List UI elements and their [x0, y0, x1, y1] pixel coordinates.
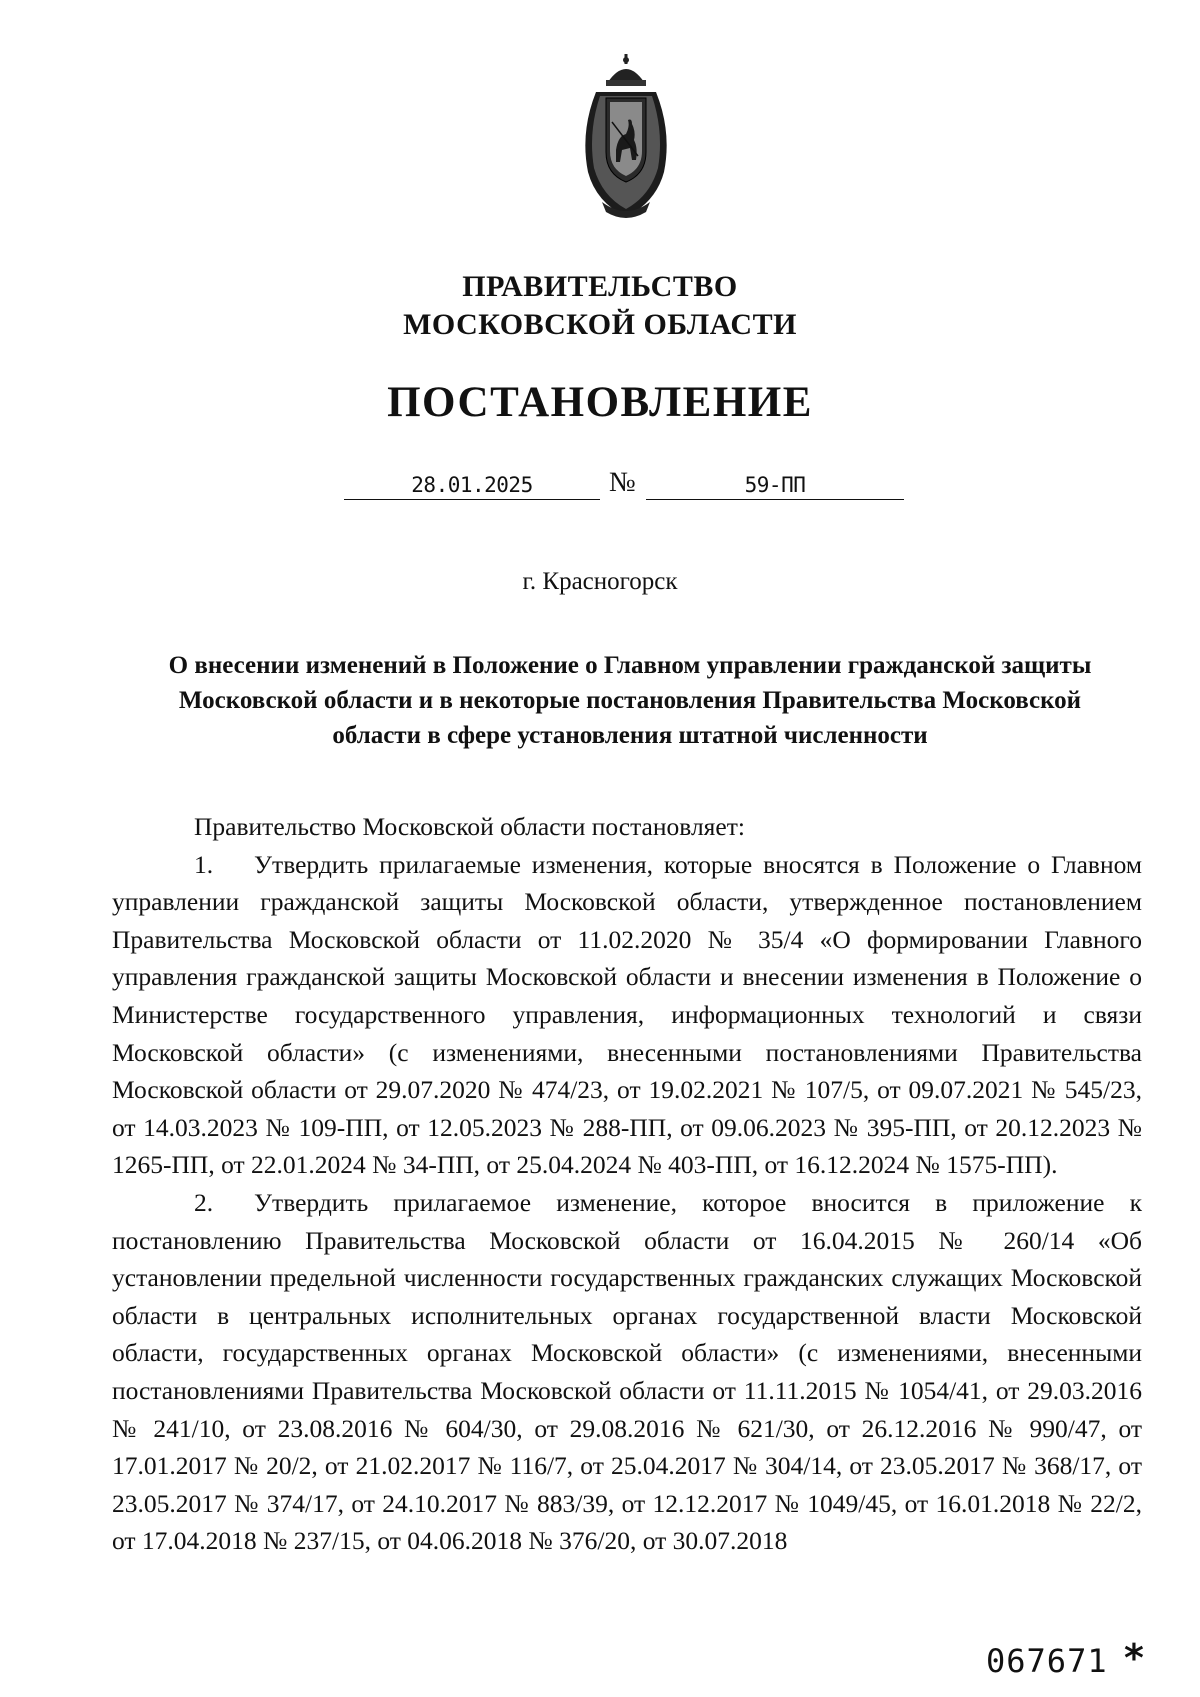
- document-date: 28.01.2025: [344, 469, 600, 500]
- coat-of-arms-icon: [566, 52, 686, 222]
- place-of-issue: г. Красногорск: [522, 568, 678, 595]
- item-text: Утвердить прилагаемое изменение, которое вносится в приложение к постановлению Правительства Московской области от 16.04.2015 № 260/14 «Об установлении предельной численности государственных гражданских служащих Московской области в центральных исполнительных органах государственной власти Московской области, государственных органах Московской области» (с изменениями, внесенными постановлениями Правительства Московской области от 11.11.2015 № 1054/41, от 29.03.2016 № 241/10, от 23.08.2016 № 604/30, от 29.08.2016 № 621/30, от 26.12.2016 № 990/47, от 17.01.2017 № 20/2, от 21.02.2017 № 116/7, от 25.04.2017 № 304/14, от 23.05.2017 № 368/17, от 23.05.2017 № 374/17, от 24.10.2017 № 883/39, от 12.12.2017 № 1049/45, от 16.01.2018 № 22/2, от 17.04.2018 № 237/15, от 04.06.2018 № 376/20, от 30.07.2018: [112, 1187, 1142, 1556]
- document-subject: О внесении изменений в Положение о Главном управлении гражданской защиты Московской области и в некоторые постановления Правительства Московской области в сфере установления штатной численности: [168, 652, 1092, 749]
- list-item: [112, 846, 1142, 1184]
- item-text: Утвердить прилагаемые изменения, которые вносятся в Положение о Главном управлении гражданской защиты Московской области, утвержденное постановлением Правительства Московской области от 11.02.2020 № 35/4 «О формировании Главного управления гражданской защиты Московской области и внесении изменения в Положение о Министерстве государственного управления, информационных технологий и связи Московской области» (с изменениями, внесенными постановлениями Правительства Московской области от 29.07.2020 № 474/23, от 19.02.2021 № 107/5, от 09.07.2021 № 545/23, от 14.03.2023 № 109-ПП, от 12.05.2023 № 288-ПП, от 09.06.2023 № 395-ПП, от 20.12.2023 № 1265-ПП, от 22.01.2024 № 34-ПП, от 25.04.2024 № 403-ПП, от 16.12.2024 № 1575-ПП).: [112, 849, 1142, 1180]
- registration-line: [0, 465, 1200, 505]
- list-item: [112, 1184, 1142, 1560]
- government-name-line1: ПРАВИТЕЛЬСТВО: [462, 270, 738, 303]
- document-number: 59-ПП: [646, 469, 904, 500]
- item-number: 2.: [194, 1187, 214, 1217]
- item-number: 1.: [194, 849, 214, 879]
- document-type-title: ПОСТАНОВЛЕНИЕ: [387, 379, 813, 426]
- document-body: [112, 808, 1142, 1560]
- government-name-line2: МОСКОВСКОЙ ОБЛАСТИ: [403, 308, 797, 341]
- serial-number: 067671: [986, 1642, 1108, 1680]
- number-sign: №: [609, 467, 636, 498]
- intro-paragraph: Правительство Московской области постановляет:: [194, 812, 745, 841]
- serial-mark: *: [1124, 1636, 1144, 1680]
